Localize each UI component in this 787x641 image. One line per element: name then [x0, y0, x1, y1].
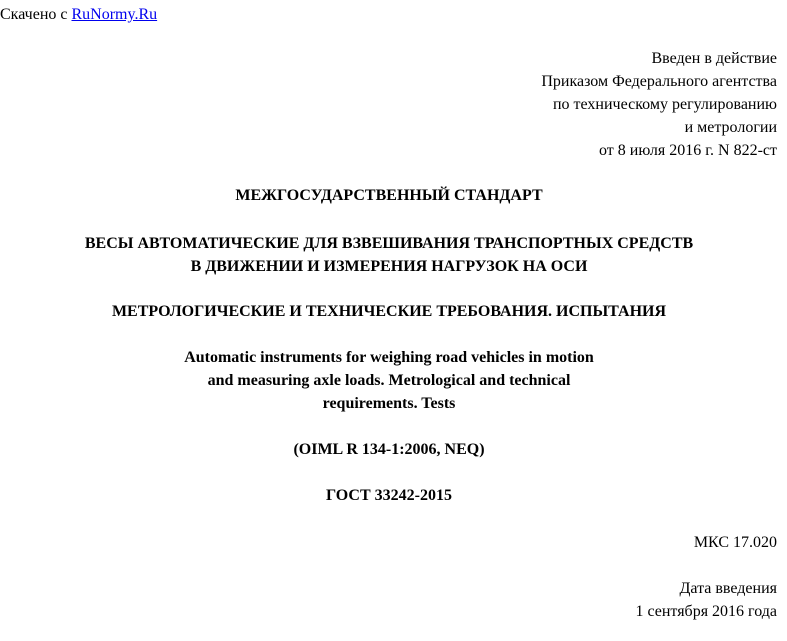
approval-line: и метрологии: [684, 119, 777, 136]
standard-type-text: МЕЖГОСУДАРСТВЕННЫЙ СТАНДАРТ: [235, 187, 543, 204]
mks-code: [694, 531, 777, 554]
mks-text: МКС 17.020: [693, 534, 777, 551]
title-en-line: requirements. Tests: [322, 395, 456, 412]
gost-number: [0, 484, 778, 507]
title-en-line: Automatic instruments for weighing road vehicles in motion: [184, 349, 594, 366]
title-ru-line: ВЕСЫ АВТОМАТИЧЕСКИЕ ДЛЯ ВЗВЕШИВАНИЯ ТРАНСПОРТНЫХ СРЕДСТВ: [84, 235, 694, 252]
oiml-text: (OIML R 134-1:2006, NEQ): [293, 441, 485, 458]
subtitle-ru-text: МЕТРОЛОГИЧЕСКИЕ И ТЕХНИЧЕСКИЕ ТРЕБОВАНИЯ. ИСПЫТАНИЯ: [111, 303, 667, 320]
approval-block: [541, 47, 777, 162]
approval-line: по техническому регулированию: [552, 96, 777, 113]
gost-text: ГОСТ 33242-2015: [326, 487, 452, 504]
standard-subtitle-ru: [0, 300, 778, 323]
title-ru-line: В ДВИЖЕНИИ И ИЗМЕРЕНИЯ НАГРУЗОК НА ОСИ: [190, 258, 588, 275]
source-line: [0, 3, 157, 26]
title-en-line: and measuring axle loads. Metrological and technical: [207, 372, 571, 389]
intro-date-block: [635, 577, 777, 623]
intro-date-label: Дата введения: [679, 580, 777, 597]
source-link[interactable]: RuNormy.Ru: [71, 6, 158, 23]
standard-title-ru: [0, 232, 778, 278]
approval-line: от 8 июля 2016 г. N 822-ст: [599, 142, 777, 159]
standard-title-en: [0, 346, 778, 415]
source-prefix: Скачено с: [0, 6, 72, 23]
approval-line: Приказом Федерального агентства: [541, 73, 777, 90]
standard-type: [0, 184, 778, 207]
approval-line: Введен в действие: [651, 50, 777, 67]
intro-date-value: 1 сентября 2016 года: [635, 603, 777, 620]
oiml-reference: [0, 438, 778, 461]
